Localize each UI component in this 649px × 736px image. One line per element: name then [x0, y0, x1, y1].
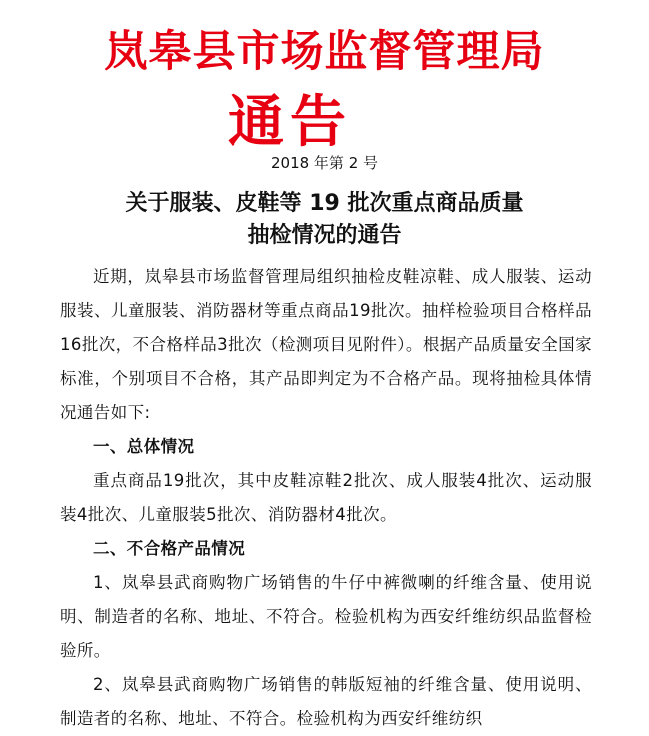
- section-heading-overview: 一、总体情况: [93, 437, 195, 456]
- issuing-agency-name: 岚皋县市场监督管理局: [104, 27, 545, 77]
- document-title-line-2: 抽检情况的通告: [247, 223, 402, 248]
- notice-heading: 通告: [228, 89, 352, 155]
- section-heading-noncompliant: 二、不合格产品情况: [93, 539, 246, 558]
- intro-paragraph: 近期，岚皋县市场监督管理局组织抽检皮鞋凉鞋、成人服装、运动服装、儿童服装、消防器材等重点商品19批次。抽样检验项目合格样品16批次，不合格样品3批次（检测项目见附件）。根据产品质量安全国家标准，个别项目不合格，其产品即判定为不合格产品。现将抽检具体情况通告如下:: [60, 267, 592, 422]
- document-title-line-1: 关于服装、皮鞋等 19 批次重点商品质量: [125, 191, 524, 216]
- overview-paragraph: 重点商品19批次，其中皮鞋凉鞋2批次、成人服装4批次、运动服装4批次、儿童服装5批次、消防器材4批次。: [60, 471, 592, 524]
- noncompliant-item-1: 1、岚皋县武商购物广场销售的牛仔中裤微喇的纤维含量、使用说明、制造者的名称、地址、不符合。检验机构为西安纤维纺织品监督检验所。: [60, 573, 592, 660]
- document-body: [60, 260, 592, 736]
- noncompliant-item-2: 2、岚皋县武商购物广场销售的韩版短袖的纤维含量、使用说明、制造者的名称、地址、不符合。检验机构为西安纤维纺织: [60, 675, 592, 728]
- document-number: 2018 年第 2 号: [270, 154, 379, 172]
